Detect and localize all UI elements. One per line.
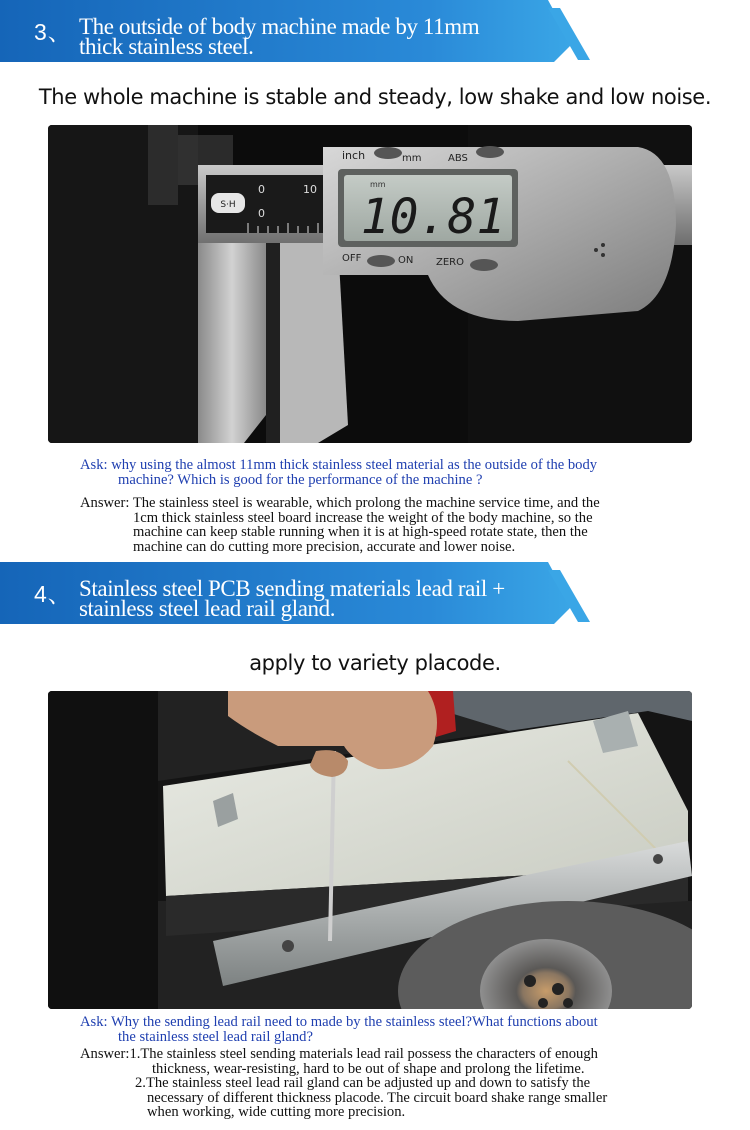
caliper-label-abs: ABS — [448, 153, 468, 164]
answer-line-1: Answer: The stainless steel is wearable, which prolong the machine service time, and the — [80, 495, 600, 511]
caliper-label-on: ON — [398, 255, 414, 266]
answer-line-2: thickness, wear-resisting, hard to be out of shape and prolong the lifetime. — [152, 1060, 585, 1077]
caliper-label-zero: ZERO — [436, 257, 464, 268]
section-3-tagline: The whole machine is stable and steady, low shake and low noise. — [38, 85, 712, 109]
answer-line-3: machine can keep stable running when it is at high-speed rotate state, then the — [133, 524, 588, 540]
section-title — [79, 576, 559, 621]
on-off-button — [367, 255, 395, 267]
section-title-line-2: thick stainless steel. — [79, 34, 254, 59]
section-4-question — [80, 1015, 700, 1044]
section-3-answer — [80, 496, 700, 554]
lcd-unit: mm — [370, 180, 386, 189]
answer-line-1: Answer:1.The stainless steel sending materials lead rail possess the characters of enough — [80, 1046, 598, 1062]
question-line-2: the stainless steel lead rail gland? — [118, 1028, 313, 1045]
section-4-banner — [0, 562, 750, 624]
question-line-1: Ask: Why the sending lead rail need to made by the stainless steel?What functions about — [80, 1014, 598, 1030]
section-title — [79, 14, 559, 59]
inch-mm-button — [374, 147, 402, 159]
zero-button — [470, 259, 498, 271]
fixed-jaw — [198, 243, 266, 443]
section-4-tagline: apply to variety placode. — [249, 651, 501, 675]
abs-button — [476, 146, 504, 158]
section-title-line-2: stainless steel lead rail gland. — [79, 596, 336, 621]
section-number: 4、 — [34, 581, 72, 607]
caliper-photo — [48, 125, 692, 443]
caliper-label-inch: inch — [342, 149, 366, 162]
answer-line-4: necessary of different thickness placode. The circuit board shake range smaller — [147, 1089, 608, 1106]
question-line-1: Ask: why using the almost 11mm thick stainless steel material as the outside of the body — [80, 457, 598, 473]
scale-number-10: 10 — [303, 183, 317, 196]
scale-number-0: 0 — [258, 183, 265, 196]
answer-line-4: machine can do cutting more precision, accurate and lower noise. — [133, 538, 516, 555]
section-3-banner — [0, 0, 750, 62]
section-title-line-1: The outside of body machine made by 11mm — [79, 14, 480, 39]
section-title-line-1: Stainless steel PCB sending materials lead rail + — [79, 576, 505, 601]
section-number: 3、 — [34, 19, 72, 45]
scale-brand: S·H — [220, 200, 236, 210]
scale-number-0-lower: 0 — [258, 207, 265, 220]
caliper-label-off: OFF — [342, 253, 362, 264]
answer-line-2: 1cm thick stainless steel board increase the weight of the body machine, so the — [133, 509, 593, 526]
answer-line-5: when working, wide cutting more precision. — [147, 1104, 406, 1120]
caliper-label-mm: mm — [402, 153, 422, 164]
question-line-2: machine? Which is good for the performance of the machine ? — [118, 471, 483, 488]
lead-rail-photo — [48, 691, 692, 1009]
answer-line-3: 2.The stainless steel lead rail gland can be adjusted up and down to satisfy the — [135, 1075, 591, 1091]
section-3-question — [80, 458, 700, 487]
lcd-reading: 10.81 — [360, 189, 506, 245]
section-4-answer — [80, 1047, 700, 1120]
